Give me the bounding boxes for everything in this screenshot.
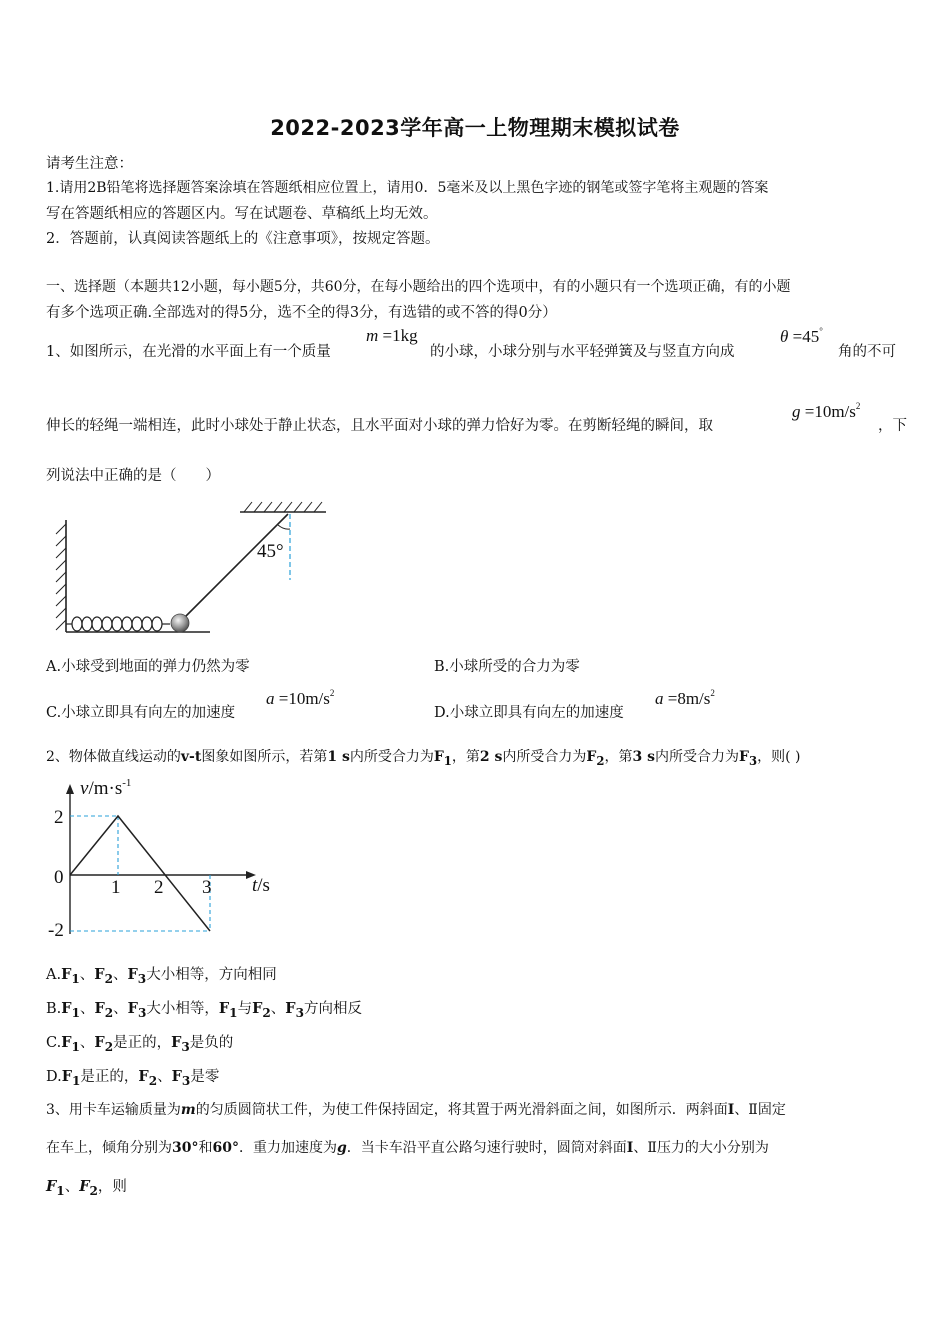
theta-val: =45	[792, 327, 820, 346]
q2-option-a[interactable]: $A.F_1$、$F_2$、$F_3$大小相等，方向相同	[46, 966, 277, 986]
q1-text-4: 伸长的轻绳一端相连，此时小球处于静止状态，且水平面对小球的弹力恰好为零。在剪断轻绳的瞬间，取	[46, 418, 713, 434]
q1-option-d-formula	[655, 688, 715, 709]
q1-text-3: 角的不可	[838, 344, 896, 360]
page-title: 2022-2023学年高一上物理期末模拟试卷	[270, 116, 680, 140]
tick-y-0: 0	[54, 867, 64, 888]
notice-item-1a: 1.请用2B铅笔将选择题答案涂填在答题纸相应位置上，请用0．5毫米及以上黑色字迹的钢笔或签字笔将主观题的答案	[46, 180, 769, 196]
q1-option-c-formula	[266, 688, 334, 709]
g-val: =10m/s	[804, 402, 856, 421]
ceiling-hatch	[244, 502, 322, 512]
tick-y-neg2: -2	[48, 920, 64, 941]
q1-spring-figure	[44, 494, 344, 639]
tick-x-1: 1	[111, 877, 121, 898]
q1-option-a[interactable]: A.小球受到地面的弹力仍然为零	[46, 659, 250, 675]
notice-item-2: 2．答题前，认真阅读答题纸上的《注意事项》，按规定答题。	[46, 231, 440, 247]
q1-text-5: ，下	[878, 418, 907, 434]
tick-x-2: 2	[154, 877, 164, 898]
q1-g-formula	[792, 401, 860, 422]
mass-var: m	[366, 326, 379, 345]
y-axis-arrow	[66, 784, 74, 794]
y-axis-label: $v/m\cdot s^{-1}$	[80, 777, 132, 799]
q1-option-c[interactable]	[46, 701, 235, 722]
a-val-c: =10m/s	[278, 689, 330, 708]
q2-option-b[interactable]: $B.F_1$、$F_2$、$F_3$大小相等，$F_1$与$F_2$、$F_3$方向相反	[46, 1000, 362, 1020]
q2-option-d[interactable]: $D.F_1$是正的，$F_2$、$F_3$是零	[46, 1068, 220, 1088]
vt-line	[70, 816, 210, 931]
q1-text-2: 的小球，小球分别与水平轻弹簧及与竖直方向成	[430, 344, 735, 360]
q2-option-c[interactable]: $C.F_1$、$F_2$是正的，$F_3$是负的	[46, 1034, 234, 1054]
q1-text-6: 列说法中正确的是（ ）	[46, 468, 220, 484]
section-heading-a: 一、选择题（本题共12小题，每小题5分，共60分，在每小题给出的四个选项中，有的小题只有一个选项正确，有的小题	[46, 279, 791, 295]
section-heading-b: 有多个选项正确.全部选对的得5分，选不全的得3分，有选错的或不答的得0分）	[46, 305, 557, 321]
x-axis-label: t/s	[252, 875, 270, 896]
a-sup-d: 2	[710, 688, 715, 698]
mass-val: =1kg	[382, 326, 418, 345]
tick-y-2: 2	[54, 807, 64, 828]
q3-stem-line3: $F_1$、$F_2$，则	[46, 1178, 127, 1198]
q1-option-d[interactable]	[434, 701, 624, 722]
g-sup: 2	[855, 401, 861, 411]
a-sup-c: 2	[329, 688, 335, 698]
left-wall-hatch	[56, 524, 66, 630]
a-val-d: =8m/s	[667, 689, 711, 708]
q3-stem-line1: 3、用卡车运输质量为m的匀质圆筒状工件，为使工件保持固定，将其置于两光滑斜面之间，如图所示．两斜面I、Ⅱ固定	[46, 1102, 786, 1118]
a-var-d: a	[655, 689, 664, 708]
q1-option-b[interactable]: B.小球所受的合力为零	[434, 659, 580, 675]
theta-var: θ	[780, 327, 789, 346]
q1-option-c-text: C.小球立即具有向左的加速度	[46, 705, 236, 721]
q1-mass-formula	[366, 326, 418, 346]
q1-option-d-text: D.小球立即具有向左的加速度	[434, 705, 624, 721]
q3-stem-line2: 在车上，倾角分别为30°和60°．重力加速度为g．当卡车沿平直公路匀速行驶时，圆筒对斜面I、Ⅱ压力的大小分别为	[46, 1140, 769, 1156]
tick-x-3: 3	[202, 877, 212, 898]
angle-arc	[278, 525, 290, 529]
angle-label: 45°	[257, 541, 284, 562]
q2-vt-graph	[44, 776, 294, 948]
ball	[171, 614, 189, 632]
notice-heading: 请考生注意：	[46, 156, 133, 172]
q1-theta-formula	[780, 326, 823, 347]
a-var-c: a	[266, 689, 275, 708]
q1-text-1: 1、如图所示，在光滑的水平面上有一个质量	[46, 344, 331, 360]
rope	[186, 514, 288, 616]
g-var: g	[792, 402, 801, 421]
q2-stem: 2、物体做直线运动的v-t图象如图所示，若第1 s内所受合力为$F_1$，第2 s内所受合力为$F_2$，第3 s内所受合力为$F_3$，则( )	[46, 749, 801, 768]
notice-item-1b: 写在答题纸相应的答题区内。写在试题卷、草稿纸上均无效。	[46, 206, 438, 222]
spring	[66, 617, 170, 631]
theta-sup: °	[819, 326, 823, 336]
